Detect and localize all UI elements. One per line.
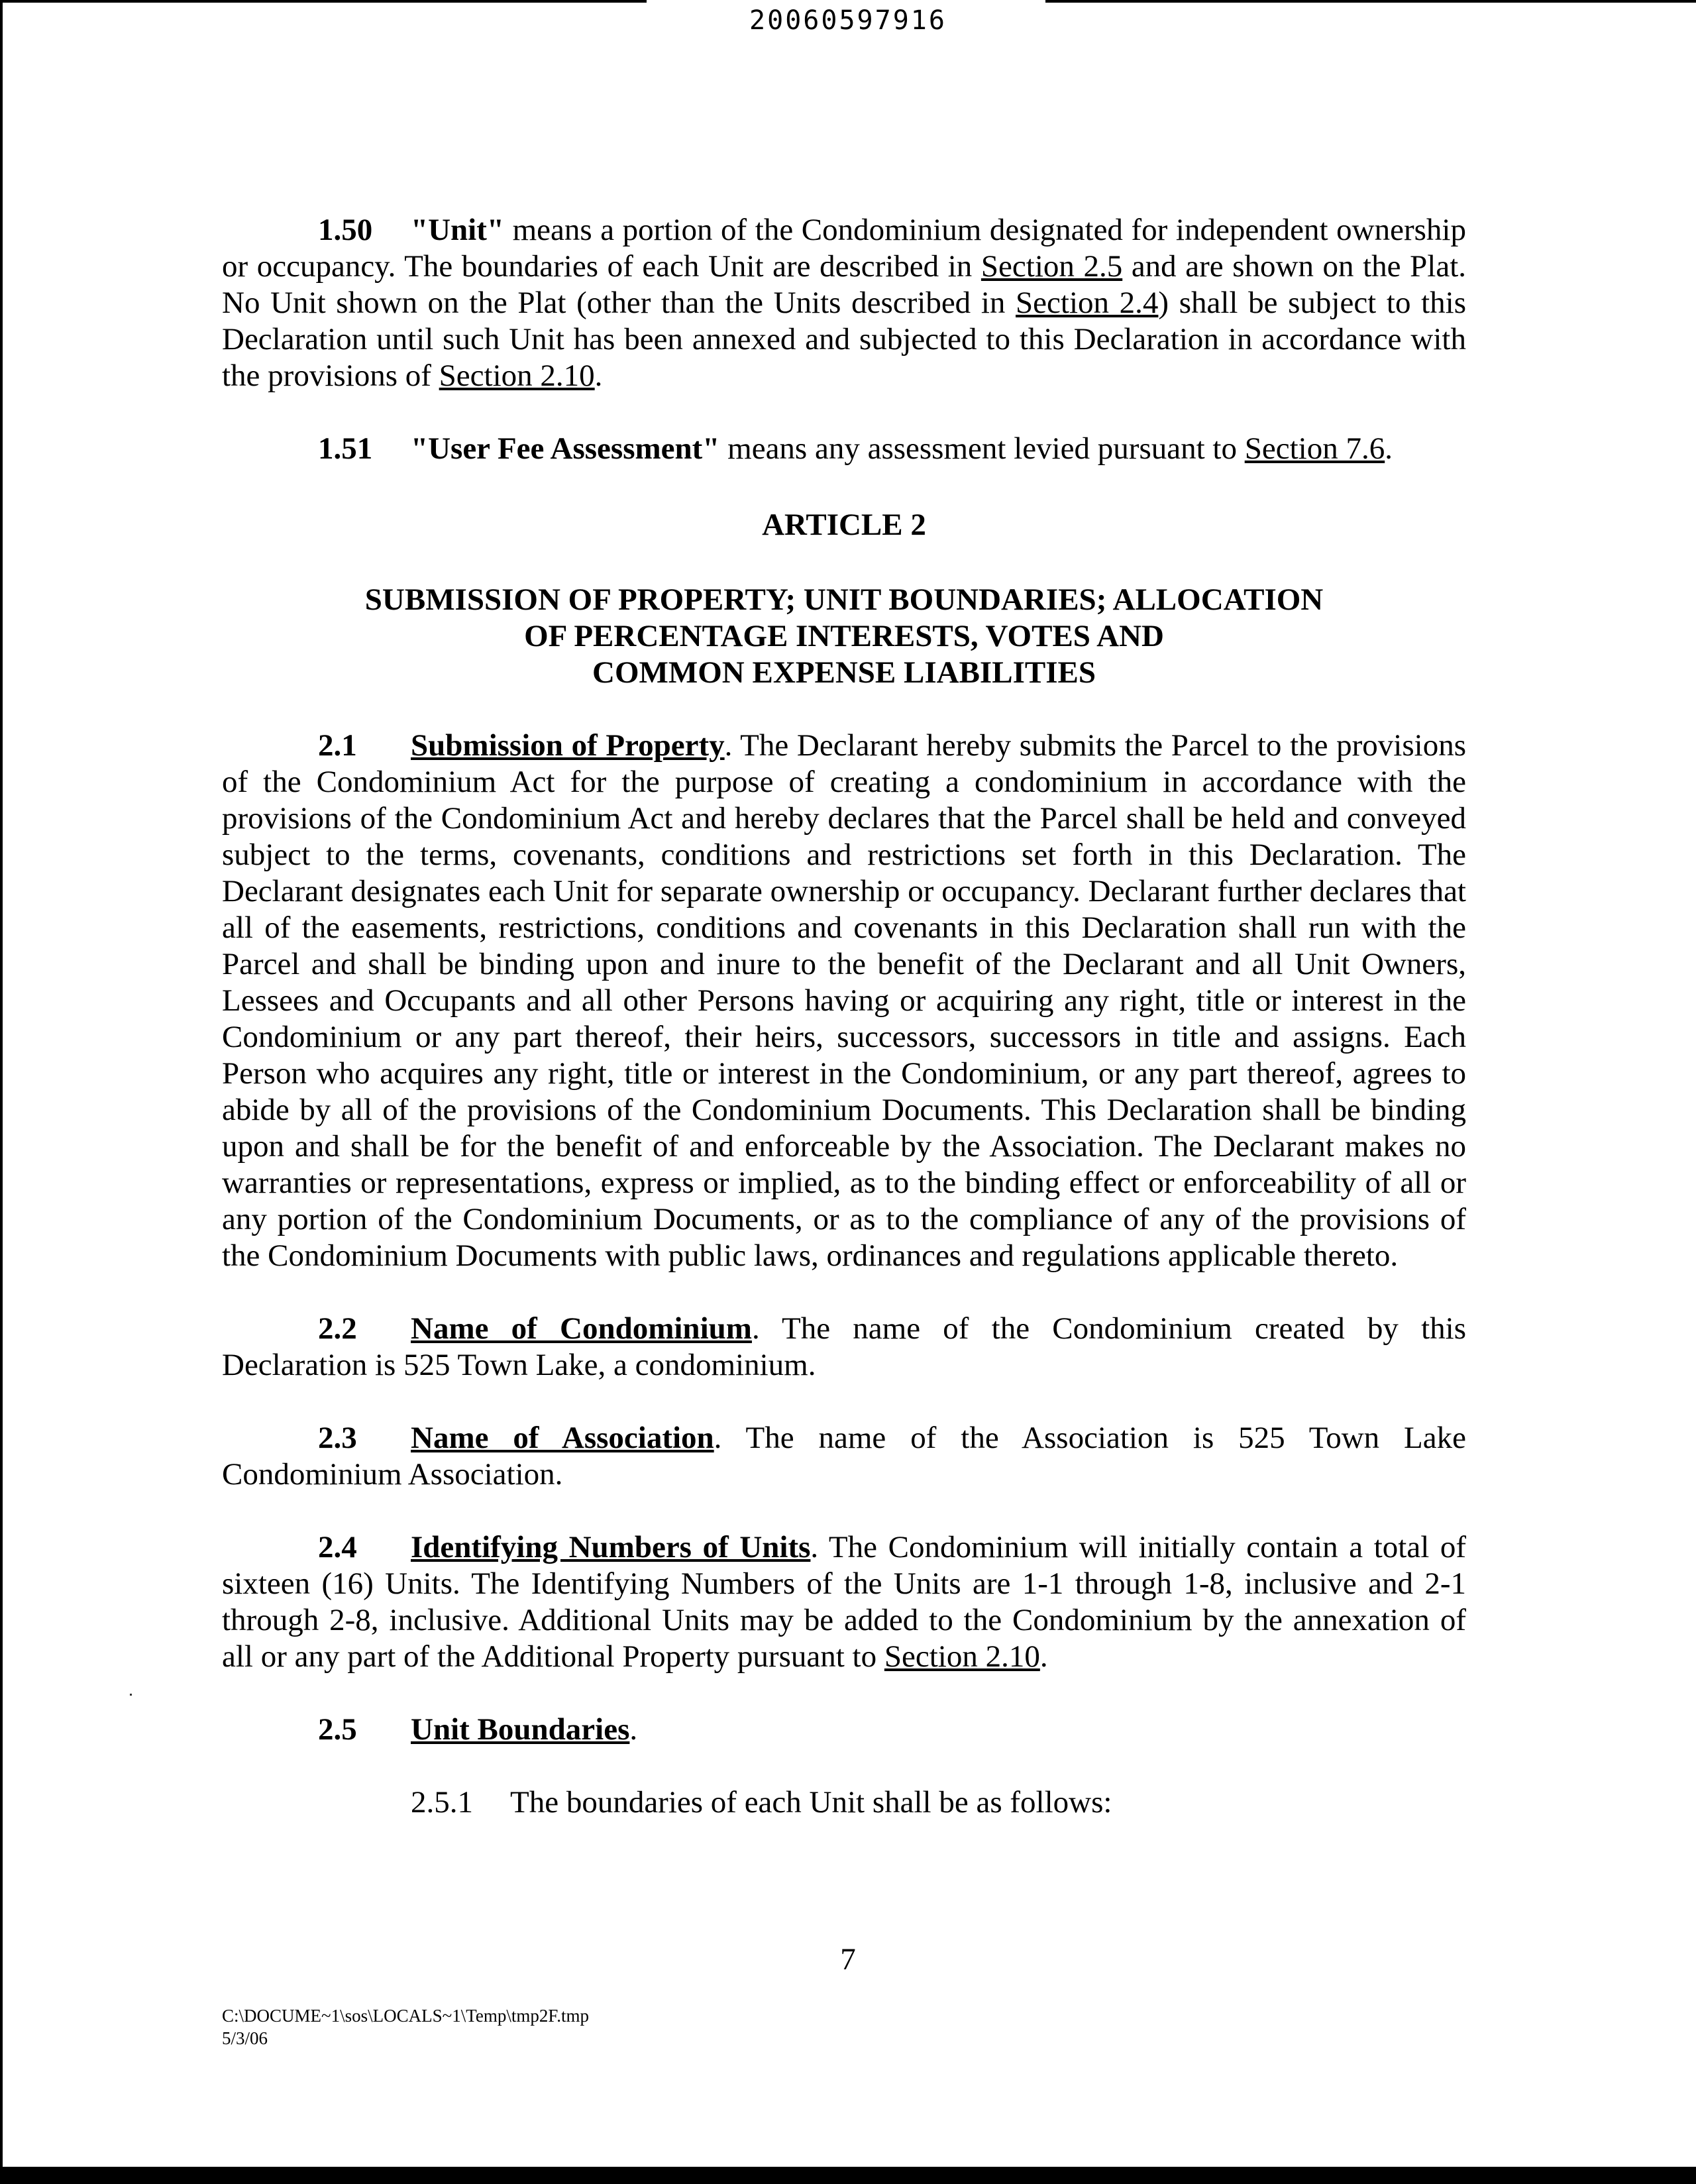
scan-border-top-right <box>1045 0 1696 3</box>
section-title: Submission of Property <box>411 728 725 763</box>
section-reference: Section 2.10 <box>884 1639 1040 1674</box>
scan-border-left <box>0 0 3 2184</box>
section-text: . <box>1385 431 1393 466</box>
section-number: 2.3 <box>318 1421 357 1455</box>
section-number: 2.1 <box>318 728 357 763</box>
section-reference: Section 2.5 <box>980 249 1123 284</box>
document-stamp-number: 20060597916 <box>749 5 947 36</box>
section-2-3 <box>222 1420 1466 1493</box>
section-title: Unit Boundaries <box>411 1712 630 1747</box>
defined-term: "User Fee Assessment" <box>411 431 720 466</box>
section-1-51 <box>222 431 1466 467</box>
section-title: Identifying Numbers of Units <box>411 1530 811 1564</box>
page-number: 7 <box>840 1942 856 1977</box>
section-text: . <box>629 1712 638 1747</box>
section-number: 2.5 <box>318 1712 357 1747</box>
section-number: 1.50 <box>318 213 373 247</box>
footer-file-path: C:\DOCUME~1\sos\LOCALS~1\Temp\tmp2F.tmp <box>222 2006 589 2026</box>
scan-speck <box>130 1694 132 1696</box>
section-text: . The name of the Condominium created by this Declaration is 525 Town Lake, a condominium. <box>222 1311 1466 1382</box>
section-reference: Section 2.10 <box>439 358 595 393</box>
document-footer <box>222 2004 589 2049</box>
footer-date: 5/3/06 <box>222 2028 268 2048</box>
section-2-1 <box>222 728 1466 1274</box>
scan-border-bottom <box>0 2167 1696 2184</box>
section-text: . The Condominium will initially contain a total of sixteen (16) Units. The Identifying Numbers of the Units are 1-1 through 1-8, inclusive and 2-1 through 2-8, inclusive. Additional Units may be added to the Condominium by the annexation of all or any part of the Additional Property pursuant to <box>222 1530 1467 1674</box>
section-text: . The name of the Association is 525 Town Lake Condominium Association. <box>222 1421 1466 1492</box>
section-text: . <box>594 358 603 393</box>
article-label: ARTICLE 2 <box>762 508 926 542</box>
article-heading-line: SUBMISSION OF PROPERTY; UNIT BOUNDARIES; ALLOCATION <box>364 582 1324 617</box>
section-text: . The Declarant hereby submits the Parcel to the provisions of the Condominium Act for the purpose of creating a condominium in accordance with the provisions of the Condominium Act and hereby declares that the Parcel shall be held and conveyed subject to the terms, covenants, conditions and restrictions set forth in this Declaration. The Declarant designates each Unit for separate ownership or occupancy. Declarant further declares that all of the easements, restrictions, conditions and covenants in this Declaration shall run with the Parcel and shall be binding upon and inure to the benefit of the Declarant and all Unit Owners, Lessees and Occupants and all other Persons having or acquiring any right, title or interest in the Condominium or any part thereof, their heirs, successors, successors in title and assigns. Each Person who acquires any right, title or interest in the Condominium, or any part thereof, agrees to abide by all of the provisions of the Condominium Documents. This Declaration shall be binding upon and shall be for the benefit of and enforceable by the Association. The Declarant makes no warranties or representations, express or implied, as to the binding effect or enforceability of all or any portion of the Condominium Documents, or as to the compliance of any of the provisions of the Condominium Documents with public laws, ordinances and regulations applicable thereto. <box>222 728 1466 1273</box>
scan-border-top-left <box>0 0 647 3</box>
defined-term: "Unit" <box>411 213 504 247</box>
section-number: 2.4 <box>318 1530 357 1564</box>
section-2-5 <box>222 1712 1466 1748</box>
section-reference: Section 7.6 <box>1244 431 1385 466</box>
section-2-5-1 <box>411 1784 1466 1821</box>
section-title: Name of Condominium <box>411 1311 752 1346</box>
section-number: 2.2 <box>318 1311 357 1346</box>
section-1-50 <box>222 212 1466 394</box>
article-heading <box>222 582 1466 691</box>
section-reference: Section 2.4 <box>1016 286 1159 320</box>
section-2-4 <box>222 1529 1466 1675</box>
article-heading-line: COMMON EXPENSE LIABILITIES <box>592 655 1096 690</box>
section-text: . <box>1039 1639 1048 1674</box>
section-text: means any assessment levied pursuant to <box>719 431 1245 466</box>
section-title: Name of Association <box>411 1421 714 1455</box>
section-text: and are shown on the Plat. No Unit shown on the Plat (other than the Units described in <box>222 249 1466 320</box>
section-text: The boundaries of each Unit shall be as follows: <box>510 1785 1112 1820</box>
document-body <box>222 212 1466 1821</box>
article-heading-line: OF PERCENTAGE INTERESTS, VOTES AND <box>524 619 1164 653</box>
section-number: 2.5.1 <box>411 1785 473 1820</box>
section-text: means a portion of the Condominium designated for independent ownership or occupancy. The boundaries of each Unit are described in <box>222 213 1466 284</box>
section-text: ) shall be subject to this Declaration until such Unit has been annexed and subjected to this Declaration in accordance with the provisions of <box>222 286 1466 393</box>
section-2-2 <box>222 1311 1466 1384</box>
section-number: 1.51 <box>318 431 373 466</box>
